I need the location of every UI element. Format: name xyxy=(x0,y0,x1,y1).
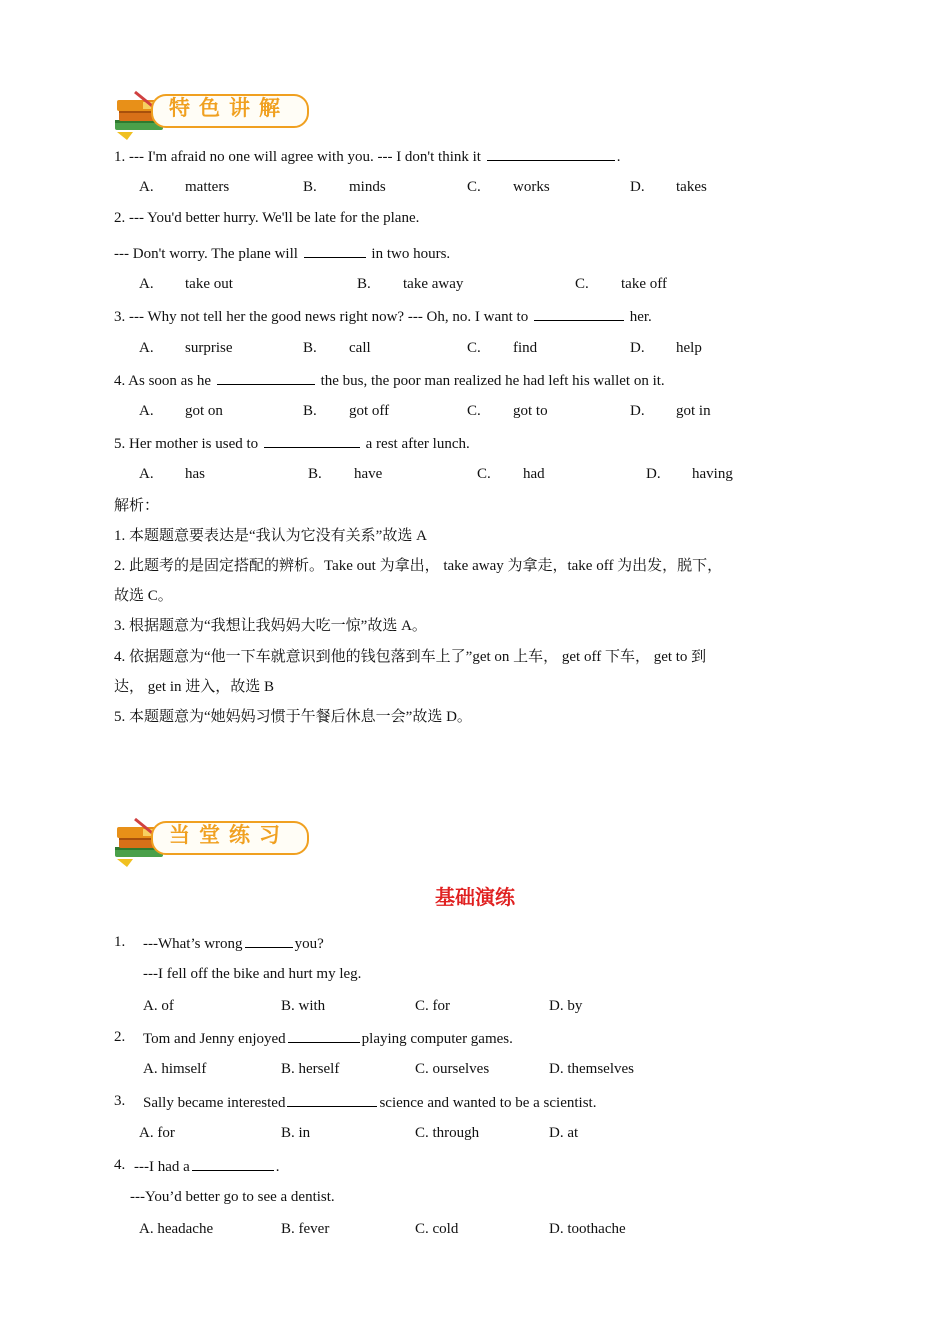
option-text: in two hours. xyxy=(371,246,451,262)
option-text: her. xyxy=(629,309,652,325)
option-text: ---What’s wrong xyxy=(143,936,243,952)
option-text: C. xyxy=(477,466,491,482)
section-banner-features xyxy=(113,88,313,140)
option-text: B. xyxy=(303,340,317,356)
option-text: A. headache xyxy=(139,1221,214,1237)
option-text: A. xyxy=(139,466,154,482)
practice-q4-number: 4. xyxy=(114,1157,126,1173)
practice-q4 xyxy=(134,1156,280,1176)
option-text: had xyxy=(523,466,545,482)
option-text: D. themselves xyxy=(549,1061,634,1077)
option-text: got to xyxy=(513,403,548,419)
option-text: take out xyxy=(185,276,233,292)
option-text: 1. --- I'm afraid no one will agree with you. --- I don't think it xyxy=(114,149,481,165)
answer-blank xyxy=(304,243,366,258)
option-text: D. xyxy=(630,403,645,419)
option-text: D. by xyxy=(549,998,583,1014)
option-text: take off xyxy=(621,276,667,292)
option-text: call xyxy=(349,340,371,356)
section-banner-practice xyxy=(113,815,313,867)
option-text: A. himself xyxy=(143,1061,207,1077)
option-text: C. through xyxy=(415,1125,480,1141)
option-text: C. xyxy=(575,276,589,292)
option-text: C. for xyxy=(415,998,450,1014)
option-text: find xyxy=(513,340,538,356)
answer-blank xyxy=(287,1092,377,1107)
option-text: B. fever xyxy=(281,1221,330,1237)
option-text: B. herself xyxy=(281,1061,340,1077)
analysis-line: 3. 根据题意为“我想让我妈妈大吃一惊”故选 A。 xyxy=(114,618,427,634)
option-text: C. xyxy=(467,403,481,419)
practice-q3-number: 3. xyxy=(114,1093,126,1109)
question-5 xyxy=(114,433,470,453)
option-text: 3. --- Why not tell her the good news right now? --- Oh, no. I want to xyxy=(114,309,529,325)
option-text: a rest after lunch. xyxy=(365,436,470,452)
option-text: have xyxy=(354,466,383,482)
option-text: science and wanted to be a scientist. xyxy=(379,1095,597,1111)
option-text: C. cold xyxy=(415,1221,459,1237)
option-text: takes xyxy=(676,179,707,195)
option-text: . xyxy=(275,1159,280,1175)
analysis-title: 解析： xyxy=(114,498,160,514)
analysis-line: 故选 C。 xyxy=(114,588,173,604)
option-text: . xyxy=(616,149,621,165)
banner-title: 特色讲解 xyxy=(169,96,289,120)
answer-blank xyxy=(534,306,624,321)
question-1 xyxy=(114,146,620,166)
option-text: surprise xyxy=(185,340,233,356)
option-text: works xyxy=(513,179,550,195)
practice-q2-number: 2. xyxy=(114,1029,126,1045)
option-text: playing computer games. xyxy=(361,1031,513,1047)
question-2-line2 xyxy=(114,243,450,263)
practice-q1 xyxy=(143,933,324,953)
option-text: minds xyxy=(349,179,386,195)
banner-title: 当堂练习 xyxy=(169,823,289,847)
option-text: having xyxy=(692,466,733,482)
answer-blank xyxy=(192,1156,274,1171)
practice-q3 xyxy=(143,1092,596,1112)
answer-blank xyxy=(217,370,315,385)
option-text: C. ourselves xyxy=(415,1061,490,1077)
option-text: B. xyxy=(303,403,317,419)
practice-q1-number: 1. xyxy=(114,934,126,950)
option-text: C. xyxy=(467,340,481,356)
practice-q2 xyxy=(143,1028,513,1048)
option-text: you? xyxy=(294,936,324,952)
analysis-line: 5. 本题题意为“她妈妈习惯于午餐后休息一会”故选 D。 xyxy=(114,709,472,725)
option-text: 4. As soon as he xyxy=(114,373,212,389)
option-text: B. xyxy=(303,179,317,195)
option-text: A. xyxy=(139,179,154,195)
option-text: got in xyxy=(676,403,711,419)
option-text: C. xyxy=(467,179,481,195)
option-text: matters xyxy=(185,179,230,195)
option-text: A. xyxy=(139,276,154,292)
option-text: --- Don't worry. The plane will xyxy=(114,246,298,262)
option-text: D. xyxy=(630,179,645,195)
answer-blank xyxy=(245,933,293,948)
option-text: D. xyxy=(646,466,661,482)
option-text: take away xyxy=(403,276,464,292)
option-text: A. of xyxy=(143,998,174,1014)
practice-q1-line2: ---I fell off the bike and hurt my leg. xyxy=(143,966,362,982)
option-text: the bus, the poor man realized he had left his wallet on it. xyxy=(320,373,665,389)
answer-blank xyxy=(264,433,360,448)
section-title: 基础演练 xyxy=(435,885,515,909)
option-text: B. with xyxy=(281,998,326,1014)
option-text: Sally became interested xyxy=(143,1095,286,1111)
option-text: D. toothache xyxy=(549,1221,626,1237)
option-text: got on xyxy=(185,403,223,419)
question-4 xyxy=(114,370,665,390)
option-text: ---I had a xyxy=(134,1159,190,1175)
answer-blank xyxy=(487,146,615,161)
analysis-line: 4. 依据题意为“他一下车就意识到他的钱包落到车上了”get on 上车， get off 下车， get to 到 xyxy=(114,649,707,665)
option-text: B. xyxy=(308,466,322,482)
option-text: D. xyxy=(630,340,645,356)
option-text: B. xyxy=(357,276,371,292)
answer-blank xyxy=(288,1028,360,1043)
option-text: B. in xyxy=(281,1125,311,1141)
option-text: Tom and Jenny enjoyed xyxy=(143,1031,286,1047)
option-text: A. xyxy=(139,340,154,356)
question-2: 2. --- You'd better hurry. We'll be late for the plane. xyxy=(114,210,420,226)
analysis-line: 2. 此题考的是固定搭配的辨析。Take out 为拿出， take away 为拿走，take off 为出发，脱下， xyxy=(114,558,723,574)
option-text: A. xyxy=(139,403,154,419)
option-text: 5. Her mother is used to xyxy=(114,436,259,452)
practice-q4-line2: ---You’d better go to see a dentist. xyxy=(130,1189,335,1205)
option-text: D. at xyxy=(549,1125,579,1141)
analysis-line: 1. 本题题意要表达是“我认为它没有关系”故选 A xyxy=(114,528,427,544)
question-3 xyxy=(114,306,652,326)
analysis-line: 达， get in 进入，故选 B xyxy=(114,679,274,695)
option-text: A. for xyxy=(139,1125,175,1141)
option-text: help xyxy=(676,340,702,356)
option-text: has xyxy=(185,466,205,482)
option-text: got off xyxy=(349,403,390,419)
